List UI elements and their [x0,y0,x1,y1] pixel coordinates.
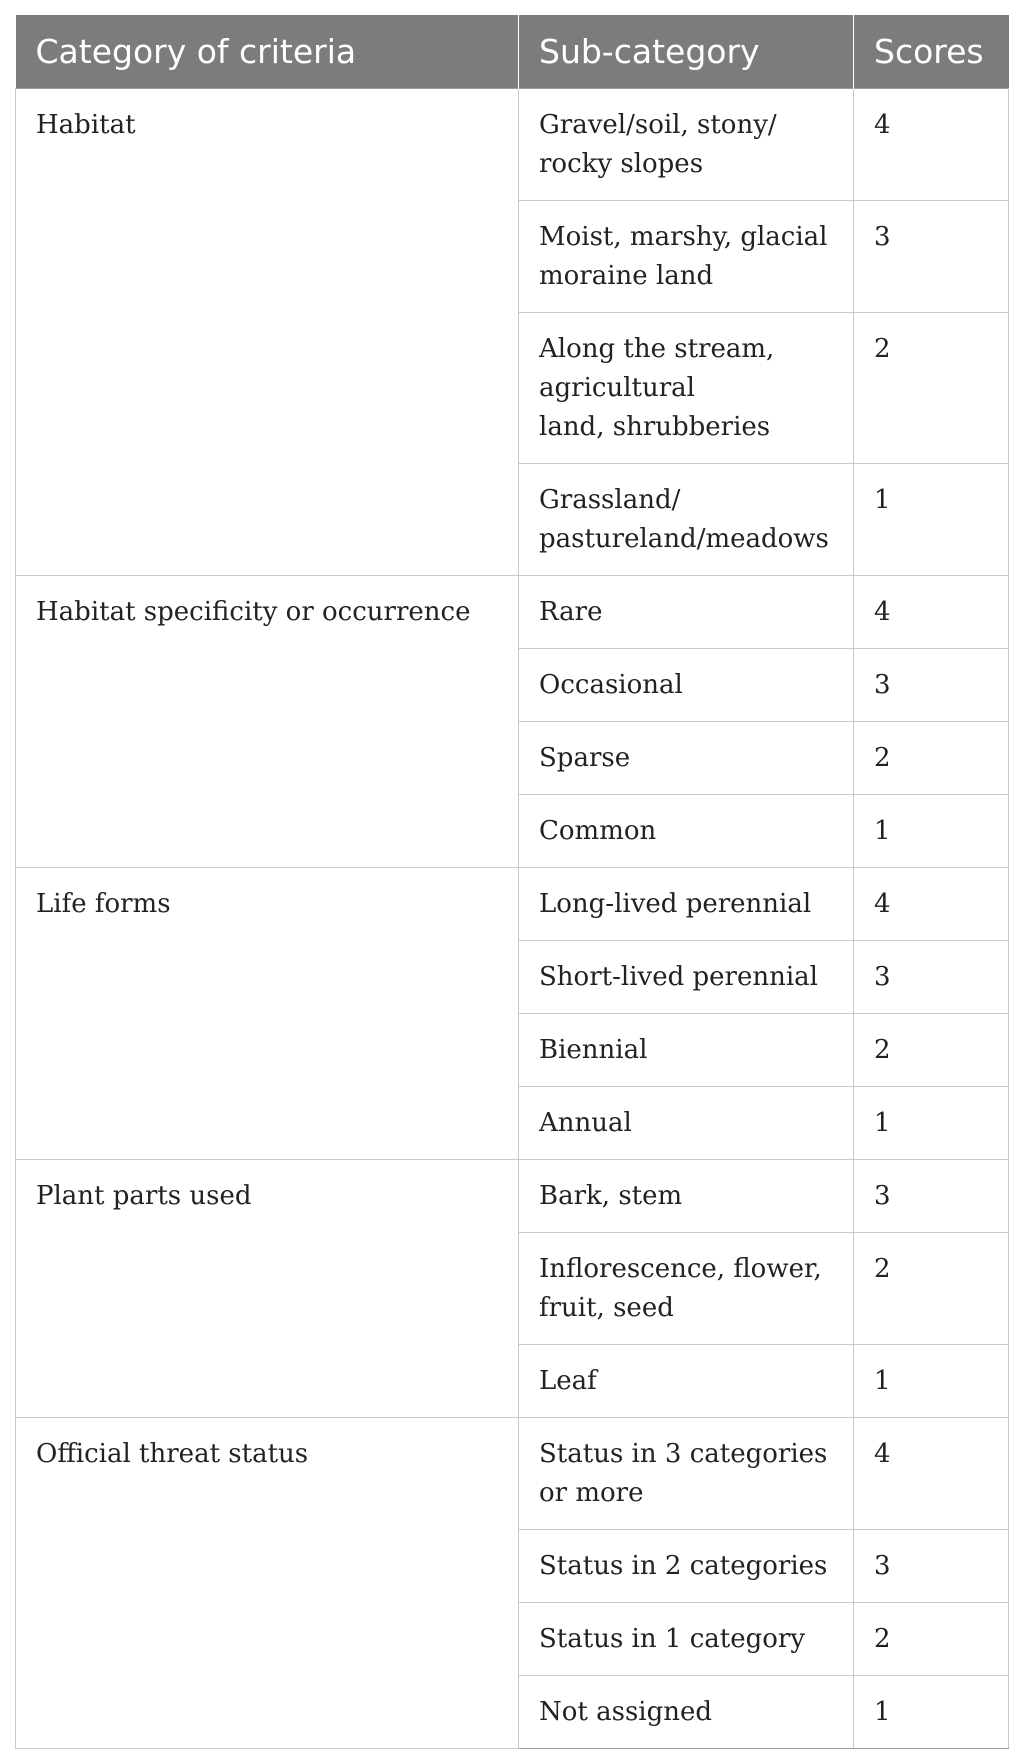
score-cell: 4 [854,88,1009,200]
subcategory-cell: Status in 1 category [519,1602,854,1675]
table-header [16,15,1009,88]
score-cell: 1 [854,1675,1009,1748]
score-cell: 2 [854,312,1009,463]
subcategory-cell: Leaf [519,1344,854,1417]
score-cell: 1 [854,1344,1009,1417]
score-cell: 4 [854,1417,1009,1529]
table-row [16,867,1009,940]
subcategory-cell: Not assigned [519,1675,854,1748]
score-cell: 1 [854,794,1009,867]
subcategory-cell: Inflorescence, flower, fruit, seed [519,1232,854,1344]
score-cell: 2 [854,1232,1009,1344]
header-subcategory: Sub-category [519,15,854,88]
subcategory-cell: Moist, marshy, glacial moraine land [519,200,854,312]
table-row [16,1159,1009,1232]
subcategory-cell: Grassland/ pastureland/meadows [519,463,854,575]
category-cell: Official threat status [16,1417,519,1748]
score-cell: 2 [854,1013,1009,1086]
table-row [16,1417,1009,1529]
subcategory-cell: Short-lived perennial [519,940,854,1013]
subcategory-cell: Biennial [519,1013,854,1086]
score-cell: 4 [854,867,1009,940]
score-cell: 2 [854,1602,1009,1675]
subcategory-cell: Annual [519,1086,854,1159]
subcategory-cell: Status in 3 categories or more [519,1417,854,1529]
category-cell: Habitat [16,88,519,575]
subcategory-cell: Gravel/soil, stony/ rocky slopes [519,88,854,200]
table-body [16,88,1009,1748]
table-row [16,575,1009,648]
score-cell: 4 [854,575,1009,648]
score-cell: 3 [854,1159,1009,1232]
subcategory-cell: Common [519,794,854,867]
score-cell: 1 [854,1086,1009,1159]
subcategory-cell: Occasional [519,648,854,721]
score-cell: 3 [854,200,1009,312]
criteria-table [15,15,1009,1749]
table-row [16,88,1009,200]
subcategory-cell: Long-lived perennial [519,867,854,940]
category-cell: Plant parts used [16,1159,519,1417]
header-category: Category of criteria [16,15,519,88]
subcategory-cell: Along the stream, agricultural land, shrubberies [519,312,854,463]
header-scores: Scores [854,15,1009,88]
subcategory-cell: Rare [519,575,854,648]
score-cell: 2 [854,721,1009,794]
subcategory-cell: Sparse [519,721,854,794]
subcategory-cell: Bark, stem [519,1159,854,1232]
score-cell: 3 [854,1529,1009,1602]
header-row [16,15,1009,88]
subcategory-cell: Status in 2 categories [519,1529,854,1602]
score-cell: 3 [854,940,1009,1013]
category-cell: Life forms [16,867,519,1159]
criteria-table-container [15,15,1008,1749]
category-cell: Habitat specificity or occurrence [16,575,519,867]
score-cell: 3 [854,648,1009,721]
score-cell: 1 [854,463,1009,575]
